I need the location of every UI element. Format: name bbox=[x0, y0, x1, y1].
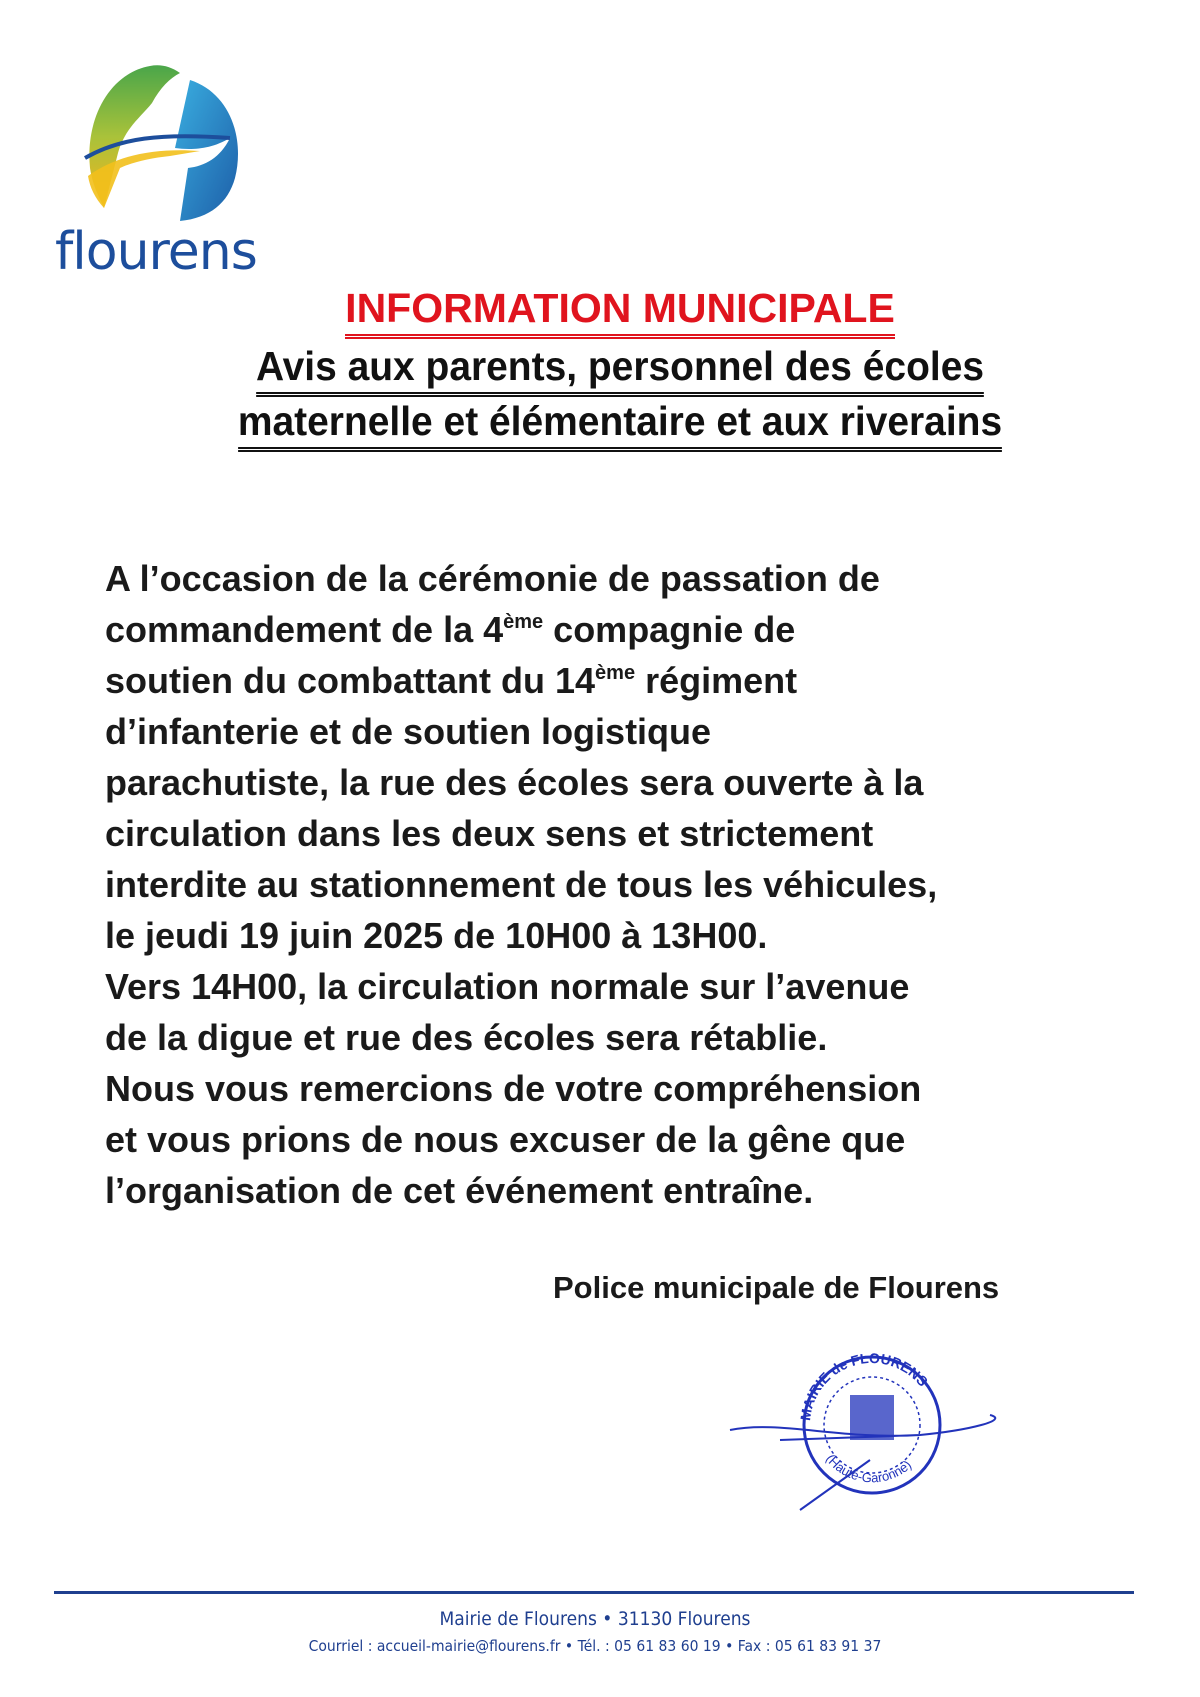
logo-text: flourens bbox=[55, 222, 257, 282]
body-line: parachutiste, la rue des écoles sera ouverte à la bbox=[105, 762, 924, 803]
body-line: circulation dans les deux sens et strictement bbox=[105, 813, 874, 854]
svg-text:(Haute-Garonne): (Haute-Garonne) bbox=[822, 1451, 915, 1486]
body-line: de la digue et rue des écoles sera rétablie. bbox=[105, 1017, 828, 1058]
body-line: d’infanterie et de soutien logistique bbox=[105, 711, 712, 752]
subtitle-line-2: maternelle et élémentaire et aux riverains bbox=[31, 398, 1200, 452]
footer-divider bbox=[54, 1591, 1134, 1594]
footer-contact: Courriel : accueil-mairie@flourens.fr • Tél. : 05 61 83 60 19 • Fax : 05 61 83 91 37 bbox=[308, 1637, 882, 1655]
body-line: interdite au stationnement de tous les véhicules, bbox=[105, 864, 938, 905]
body-line: soutien du combattant du 14ème régiment bbox=[105, 660, 798, 701]
notice-body bbox=[105, 553, 937, 1216]
body-line: le jeudi 19 juin 2025 de 10H00 à 13H00. bbox=[105, 915, 768, 956]
signer: Police municipale de Flourens bbox=[553, 1270, 1000, 1305]
svg-text:MAIRIE de FLOURENS: MAIRIE de FLOURENS bbox=[797, 1349, 932, 1422]
subtitle-line-1: Avis aux parents, personnel des écoles bbox=[31, 343, 1200, 397]
official-stamp-icon bbox=[720, 1330, 1020, 1520]
body-line: Vers 14H00, la circulation normale sur l’avenue bbox=[105, 966, 910, 1007]
body-line: l’organisation de cet événement entraîne. bbox=[105, 1170, 814, 1211]
flourens-logo-icon bbox=[80, 58, 250, 228]
body-line: A l’occasion de la cérémonie de passation de bbox=[105, 558, 880, 599]
page-title: INFORMATION MUNICIPALE bbox=[0, 285, 1200, 339]
body-line: commandement de la 4ème compagnie de bbox=[105, 609, 796, 650]
footer-address: Mairie de Flourens • 31130 Flourens bbox=[439, 1608, 751, 1630]
body-line: et vous prions de nous excuser de la gêne que bbox=[105, 1119, 906, 1160]
body-line: Nous vous remercions de votre compréhension bbox=[105, 1068, 922, 1109]
